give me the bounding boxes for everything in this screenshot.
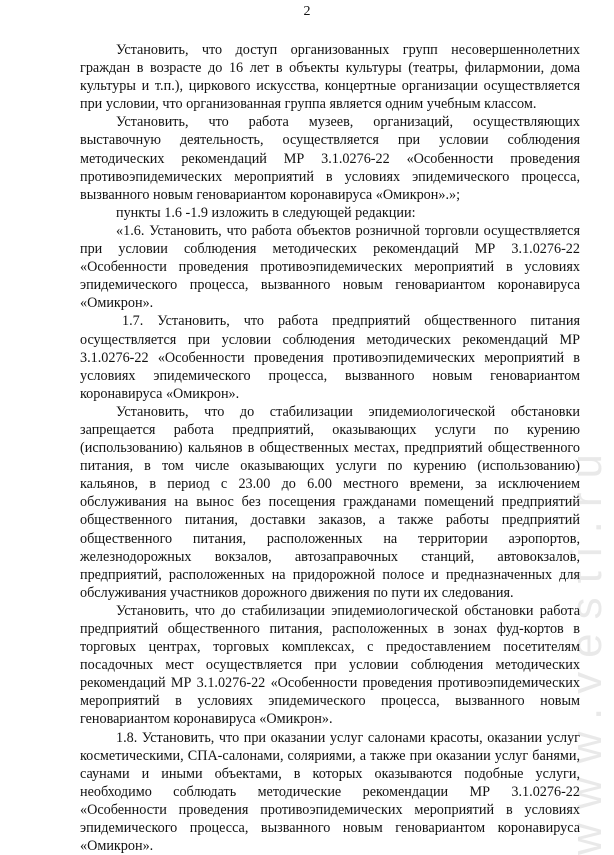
paragraph-hookah-restriction: Установить, что до стабилизации эпидемиологической обстановки запрещается работа предприятий, оказывающих услуги по курению (использованию) кальянов в общественных местах, предприятий общественного питания, в том числе оказывающих услуги по курению (использованию) кальянов, в период с 23.00 до 6.00 местного времени, за исключением обслуживания на вынос без посещения гражданами помещений предприятий общественного питания, доставки заказов, а также работы предприятий общественного питания, расположенных на территории аэропортов, железнодорожных вокзалов, автозаправочных станций, автовокзалов, предприятий, расположенных на придорожной полосе и предназначенных для обслуживания участников дорожного движения по пути их следования. bbox=[80, 403, 580, 601]
paragraph-museums: Установить, что работа музеев, организаций, осуществляющих выставочную деятельность, осуществляется при условии соблюдения методических рекомендаций МР 3.1.0276-22 «Особенности проведения противоэпидемических мероприятий в условиях эпидемического процесса, вызванного новым геновариантом коронавируса «Омикрон».»; bbox=[80, 114, 580, 203]
paragraph-minors-groups: Установить, что доступ организованных групп несовершеннолетних граждан в возрасте до 16 лет в объекты культуры (театры, филармонии, дома культуры и т.п.), циркового искусства, концертные организации осуществляется при условии, что организованная группа является одним учебным классом. bbox=[80, 42, 580, 113]
watermark: www.vesti.ru bbox=[562, 440, 611, 855]
document-body bbox=[80, 41, 580, 855]
paragraph-clause-1-6: «1.6. Установить, что работа объектов розничной торговли осуществляется при условии соблюдения методических рекомендаций МР 3.1.0276-22 «Особенности проведения противоэпидемических мероприятий в условиях эпидемического процесса, вызванного новым геновариантом коронавируса «Омикрон». bbox=[80, 222, 580, 312]
page-number: 2 bbox=[303, 4, 311, 19]
paragraph-clause-1-8: 1.8. Установить, что при оказании услуг салонами красоты, оказании услуг косметическими, СПА-салонами, соляриями, а также при оказании услуг банями, саунами и иными объектами, в которых оказываются подобные услуги, необходимо соблюдать методические рекомендации МР 3.1.0276-22 «Особенности проведения противоэпидемических мероприятий в условиях эпидемического процесса, вызванного новым геновариантом коронавируса «Омикрон». bbox=[80, 729, 580, 855]
paragraph-food-courts: Установить, что до стабилизации эпидемиологической обстановки работа предприятий общественного питания, расположенных в зонах фуд-кортов в торговых центрах, торговых комплексах, с предоставлением посетителям посадочных мест осуществляется при условии соблюдения методических рекомендаций МР 3.1.0276-22 «Особенности проведения противоэпидемических мероприятий в условиях эпидемического процесса, вызванного новым геновариантом коронавируса «Омикрон». bbox=[80, 602, 580, 728]
paragraph-amendment-intro: пункты 1.6 -1.9 изложить в следующей редакции: bbox=[116, 204, 416, 221]
paragraph-clause-1-7: 1.7. Установить, что работа предприятий общественного питания осуществляется при условии соблюдения методических рекомендаций МР 3.1.0276-22 «Особенности проведения противоэпидемических мероприятий в условиях эпидемического процесса, вызванного новым геновариантом коронавируса «Омикрон». bbox=[80, 313, 580, 402]
